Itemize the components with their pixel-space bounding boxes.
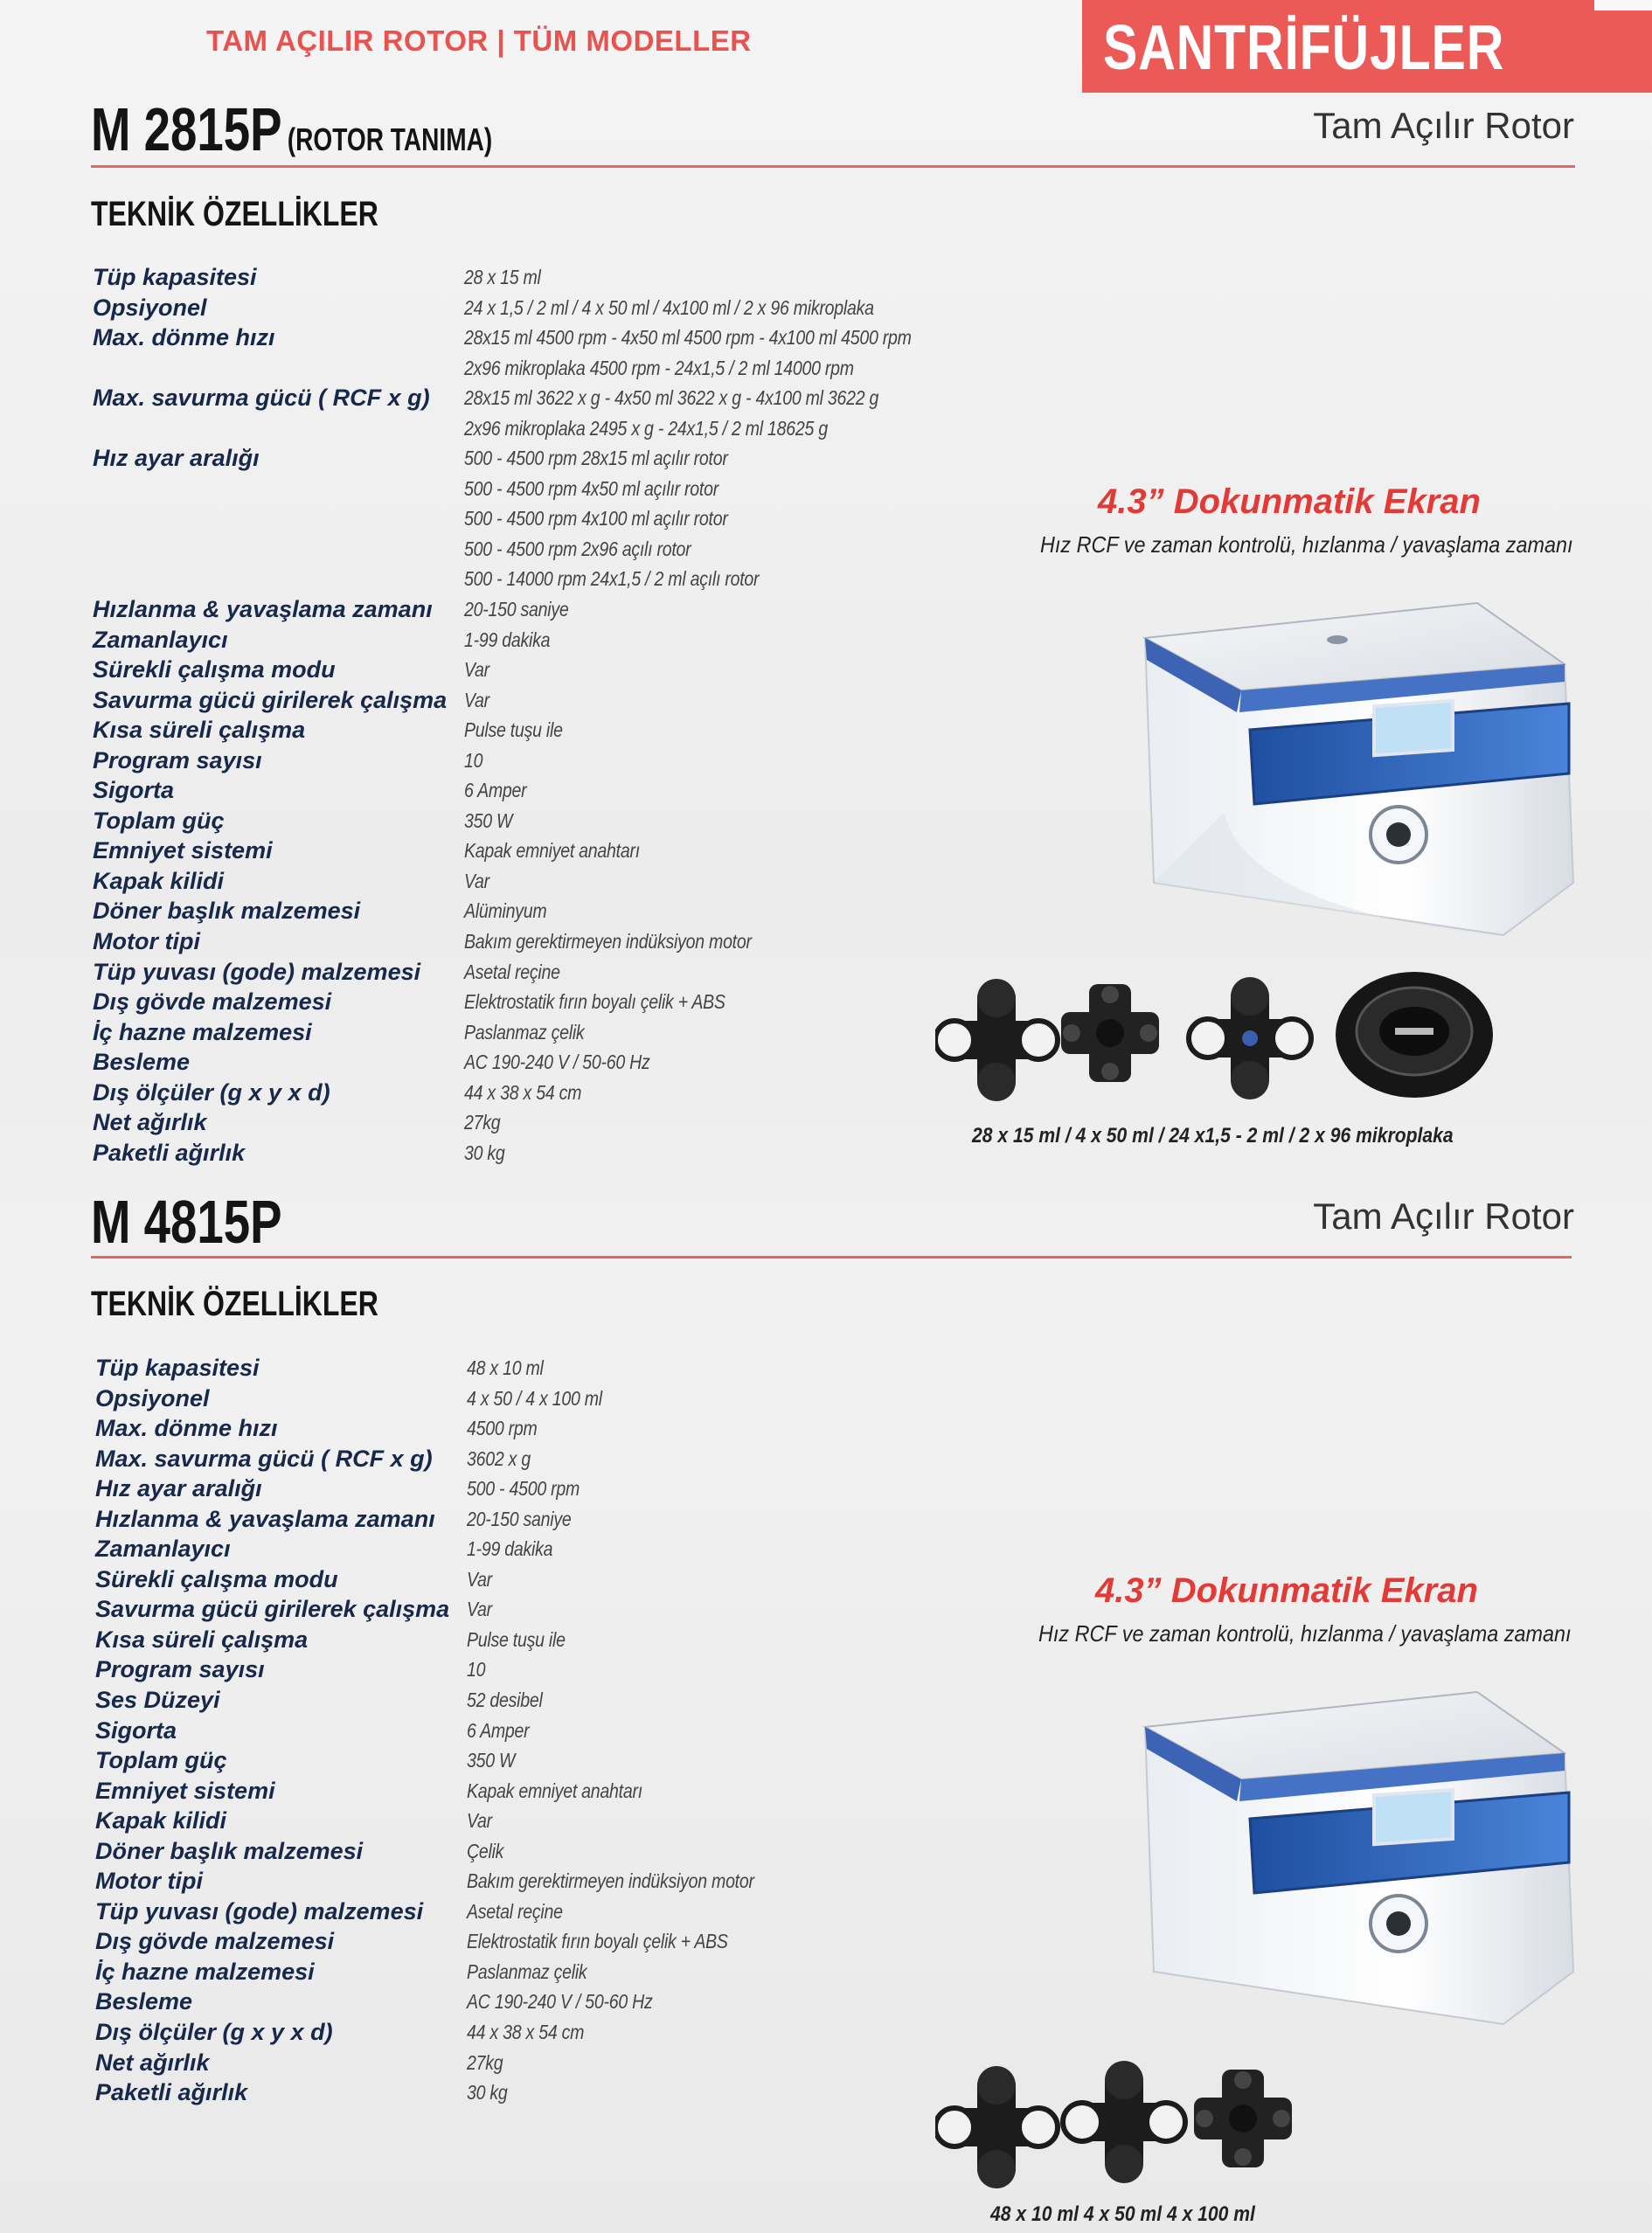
spec-value: 28 x 15 ml (464, 266, 541, 288)
spec-value: Var (467, 1598, 492, 1621)
spec-label: İç hazne malzemesi (93, 1018, 312, 1045)
divider (91, 1256, 1572, 1259)
spec-value: Var (464, 688, 489, 711)
spec-label: Tüp yuvası (gode) malzemesi (95, 1897, 424, 1924)
spec-value: 6 Amper (467, 1718, 530, 1742)
spec-value: 350 W (464, 808, 513, 832)
spec-value: 500 - 14000 rpm 24x1,5 / 2 ml açılı rotor (464, 567, 760, 591)
rotor-variant: Tam Açılır Rotor (1313, 1196, 1574, 1237)
spec-value: 500 - 4500 rpm 2x96 açılı rotor (464, 537, 691, 560)
centrifuge-image (1128, 594, 1591, 944)
spec-value: 4500 rpm (467, 1417, 538, 1440)
spec-value: 500 - 4500 rpm 4x50 ml açılır rotor (464, 476, 718, 500)
spec-value: Alüminyum (464, 899, 547, 923)
spec-label: Hız ayar aralığı (95, 1475, 262, 1502)
spec-value: AC 190-240 V / 50-60 Hz (467, 1990, 653, 2014)
spec-label: Net ağırlık (95, 2049, 210, 2076)
spec-value: 20-150 saniye (464, 598, 569, 621)
spec-value: Var (464, 869, 489, 892)
spec-label: Savurma gücü girilerek çalışma (95, 1596, 450, 1623)
spec-label: Sigorta (93, 777, 175, 804)
spec-value: 2x96 mikroplaka 4500 rpm - 24x1,5 / 2 ml 14000 rpm (464, 356, 854, 379)
spec-label: Döner başlık malzemesi (93, 898, 361, 925)
spec-value: Elektrostatik fırın boyalı çelik + ABS (467, 1930, 728, 1953)
spec-label: Max. dönme hızı (95, 1415, 278, 1442)
spec-label: Zamanlayıcı (93, 626, 228, 653)
spec-value: Paslanmaz çelik (467, 1959, 587, 1983)
specs-heading: TEKNİK ÖZELLİKLER (91, 1285, 378, 1323)
spec-label: Sigorta (95, 1716, 177, 1744)
spec-value: 28x15 ml 4500 rpm - 4x50 ml 4500 rpm - 4x100 ml 4500 rpm (464, 326, 912, 350)
spec-label: Döner başlık malzemesi (95, 1837, 364, 1864)
spec-label: Kapak kilidi (93, 867, 225, 894)
spec-label: Program sayısı (95, 1656, 265, 1683)
spec-label: Opsiyonel (95, 1384, 210, 1411)
spec-value: 28x15 ml 3622 x g - 4x50 ml 3622 x g - 4x100 ml 3622 g (464, 386, 879, 410)
spec-label: Hızlanma & yavaşlama zamanı (95, 1505, 435, 1532)
spec-label: Tüp yuvası (gode) malzemesi (93, 958, 421, 985)
category-title: SANTRİFÜJLER (1103, 13, 1505, 83)
spec-label: Program sayısı (93, 746, 262, 773)
spec-value: 10 (467, 1658, 486, 1682)
spec-label: Max. savurma gücü ( RCF x g) (95, 1445, 433, 1472)
spec-value: Çelik (467, 1839, 504, 1862)
spec-label: Motor tipi (93, 928, 200, 955)
product-section-m4815p (0, 1176, 1652, 2233)
spec-value: 30 kg (467, 2081, 508, 2105)
spec-value: 1-99 dakika (464, 628, 551, 651)
spec-value: 27kg (464, 1111, 501, 1134)
spec-value: Kapak emniyet anahtarı (464, 839, 640, 863)
spec-value: 500 - 4500 rpm (467, 1477, 580, 1501)
spec-label: Max. dönme hızı (93, 324, 275, 351)
spec-label: Ses Düzeyi (95, 1687, 220, 1714)
spec-label: Tüp kapasitesi (95, 1355, 260, 1381)
spec-label: Dış gövde malzemesi (95, 1928, 335, 1955)
rotor-accessories-image (935, 970, 1512, 1110)
spec-label: Kapak kilidi (95, 1807, 227, 1834)
spec-label: Motor tipi (95, 1868, 203, 1895)
spec-value: Pulse tuşu ile (464, 718, 563, 742)
rotor-accessories-image (935, 2061, 1302, 2192)
spec-value: 3602 x g (467, 1446, 531, 1470)
header-tagline: TAM AÇILIR ROTOR | TÜM MODELLER (206, 24, 752, 57)
spec-value: AC 190-240 V / 50-60 Hz (464, 1051, 650, 1074)
spec-value: 20-150 saniye (467, 1507, 572, 1530)
feature-subtitle: Hız RCF ve zaman kontrolü, hızlanma / yavaşlama zamanı (1040, 531, 1573, 558)
rotor-variant: Tam Açılır Rotor (1313, 105, 1574, 146)
feature-subtitle: Hız RCF ve zaman kontrolü, hızlanma / yavaşlama zamanı (1038, 1620, 1572, 1647)
divider (91, 165, 1575, 168)
spec-value: 6 Amper (464, 779, 527, 802)
spec-value: Var (467, 1809, 492, 1833)
spec-value: 10 (464, 748, 483, 772)
spec-label: Opsiyonel (93, 294, 207, 321)
spec-label: Max. savurma gücü ( RCF x g) (93, 385, 430, 412)
rotor-caption: 48 x 10 ml 4 x 50 ml 4 x 100 ml (990, 2202, 1255, 2226)
spec-value: 4 x 50 / 4 x 100 ml (467, 1386, 602, 1410)
spec-value: 350 W (467, 1749, 516, 1772)
spec-value: 500 - 4500 rpm 28x15 ml açılır rotor (464, 447, 728, 470)
spec-value: Pulse tuşu ile (467, 1627, 566, 1651)
spec-label: Emniyet sistemi (95, 1777, 275, 1804)
spec-label: Hız ayar aralığı (93, 445, 260, 472)
spec-label: Hızlanma & yavaşlama zamanı (93, 596, 433, 623)
spec-value: Kapak emniyet anahtarı (467, 1779, 642, 1802)
spec-value: 30 kg (464, 1141, 505, 1164)
spec-label: Kısa süreli çalışma (95, 1626, 309, 1653)
spec-label: Dış ölçüler (g x y x d) (93, 1078, 330, 1106)
spec-label: Dış gövde malzemesi (93, 988, 332, 1016)
spec-value: Asetal reçine (467, 1899, 563, 1923)
model-note: (ROTOR TANIMA) (287, 121, 493, 157)
spec-label: Toplam güç (93, 807, 225, 834)
spec-value: Bakım gerektirmeyen indüksiyon motor (467, 1869, 754, 1893)
spec-value: Var (467, 1567, 492, 1591)
spec-value: Asetal reçine (464, 960, 560, 983)
spec-value: 52 desibel (467, 1689, 543, 1712)
spec-label: Besleme (95, 1988, 193, 2015)
spec-label: Emniyet sistemi (93, 837, 273, 864)
spec-label: Sürekli çalışma modu (95, 1565, 338, 1592)
spec-value: Elektrostatik fırın boyalı çelik + ABS (464, 990, 725, 1014)
spec-value: 24 x 1,5 / 2 ml / 4 x 50 ml / 4x100 ml / 2 x 96 mikroplaka (464, 295, 874, 319)
spec-value: Paslanmaz çelik (464, 1020, 585, 1044)
spec-label: Kısa süreli çalışma (93, 717, 306, 744)
spec-value: 44 x 38 x 54 cm (467, 2021, 585, 2044)
rotor-caption: 28 x 15 ml / 4 x 50 ml / 24 x1,5 - 2 ml / 2 x 96 mikroplaka (972, 1124, 1454, 1148)
spec-value: 48 x 10 ml (467, 1356, 544, 1379)
feature-title: 4.3” Dokunmatik Ekran (1098, 482, 1481, 521)
model-title: M 4815P (91, 1188, 282, 1256)
spec-value: Var (464, 658, 489, 682)
spec-label: Zamanlayıcı (95, 1536, 231, 1563)
spec-label: Sürekli çalışma modu (93, 656, 336, 683)
spec-value: Bakım gerektirmeyen indüksiyon motor (464, 930, 752, 954)
spec-label: Toplam güç (95, 1747, 227, 1774)
spec-label: Dış ölçüler (g x y x d) (95, 2019, 333, 2046)
spec-label: Besleme (93, 1049, 191, 1076)
specs-heading: TEKNİK ÖZELLİKLER (91, 195, 378, 233)
spec-value: 2x96 mikroplaka 2495 x g - 24x1,5 / 2 ml 18625 g (464, 416, 828, 440)
spec-label: Savurma gücü girilerek çalışma (93, 686, 448, 713)
feature-title: 4.3” Dokunmatik Ekran (1095, 1571, 1478, 1610)
spec-label: Paketli ağırlık (95, 2079, 248, 2106)
spec-label: Net ağırlık (93, 1109, 207, 1136)
spec-value: 27kg (467, 2050, 503, 2074)
model-title: M 2815P (ROTOR TANIMA) (91, 95, 493, 163)
spec-value: 500 - 4500 rpm 4x100 ml açılır rotor (464, 507, 728, 531)
spec-value: 1-99 dakika (467, 1537, 553, 1561)
spec-label: Tüp kapasitesi (93, 264, 257, 290)
spec-label: Paketli ağırlık (93, 1139, 246, 1166)
centrifuge-image (1128, 1683, 1591, 2033)
spec-label: İç hazne malzemesi (95, 1958, 315, 1985)
spec-value: 44 x 38 x 54 cm (464, 1080, 582, 1104)
